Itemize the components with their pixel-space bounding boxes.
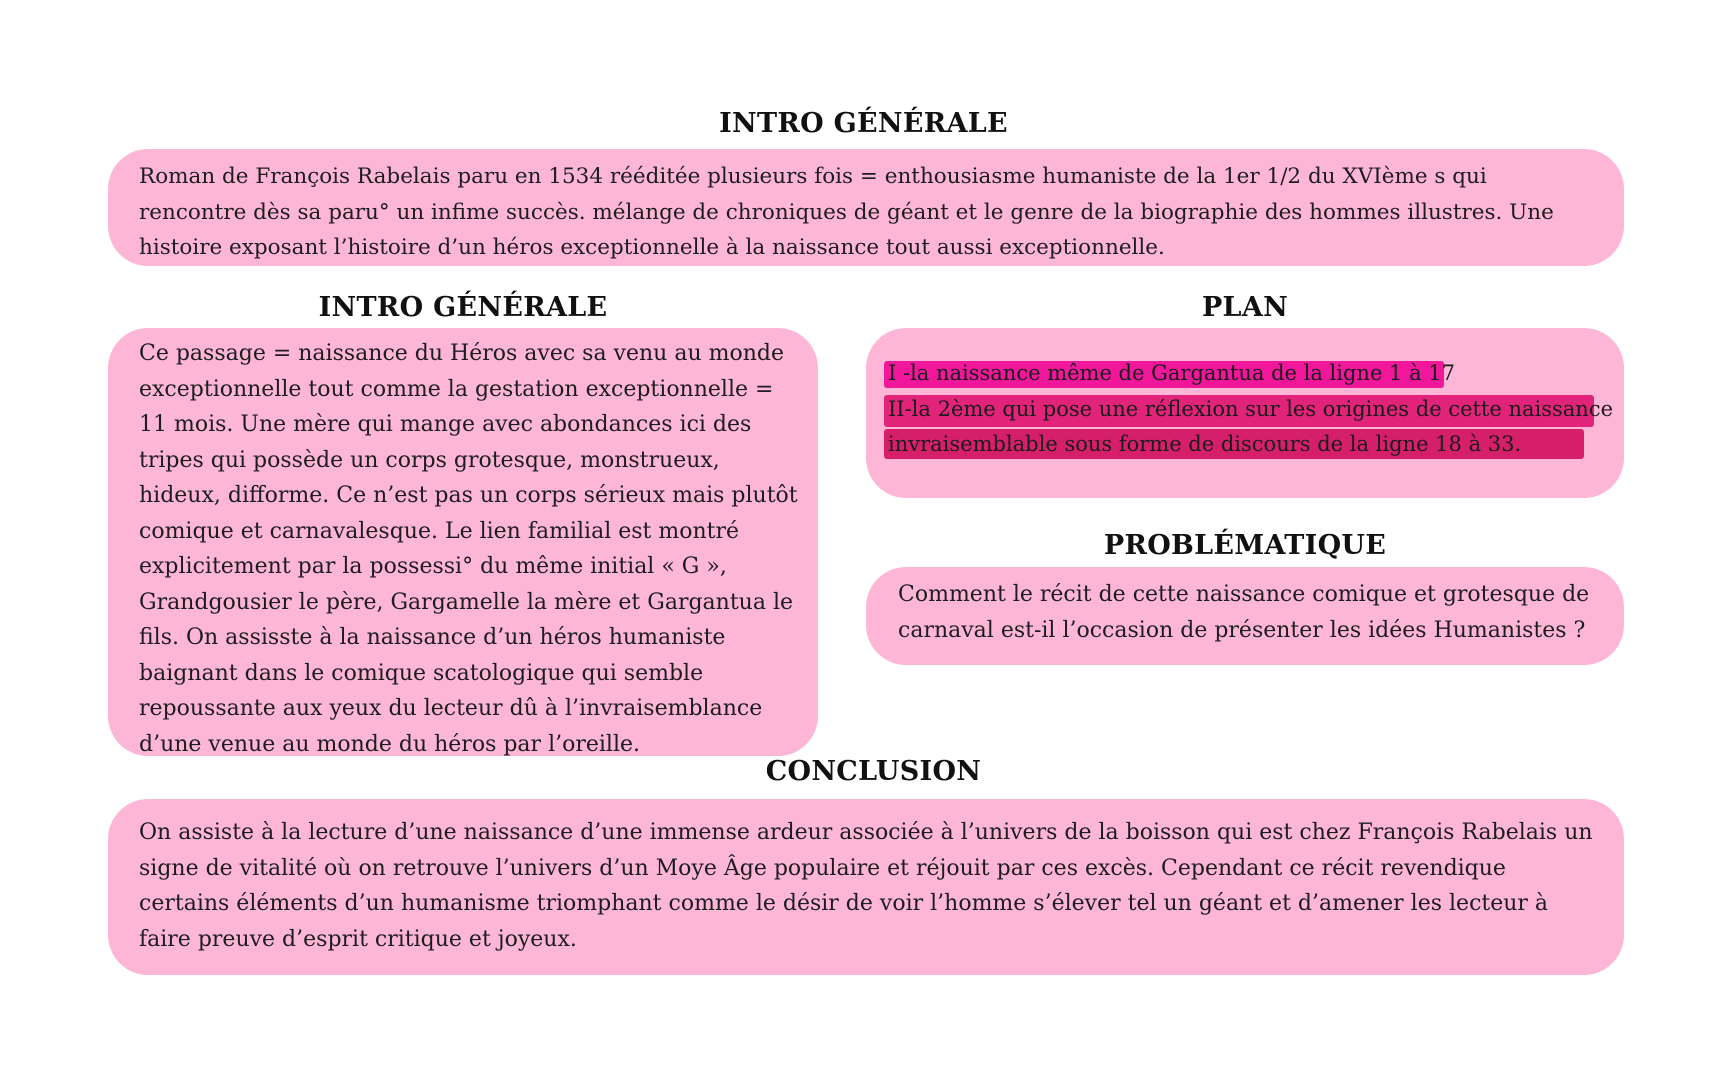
intro-top-text: Roman de François Rabelais paru en 1534 rééditée plusieurs fois = enthousiasme humaniste de la 1er 1/2 du XVIème s qui rencontre dès sa paru° un infime succès. mélange de chroniques de géant et le genre de la biographie des hommes illustres. Une histoire exposant l’histoire d’un héros exceptionnelle à la naissance tout aussi exceptionnelle. [139, 164, 1554, 260]
intro-left-heading: INTRO GÉNÉRALE [318, 292, 608, 323]
problematique-heading: PROBLÉMATIQUE [1103, 530, 1387, 561]
problematique-box [866, 567, 1624, 665]
intro-left-text: Ce passage = naissance du Héros avec sa venu au monde exceptionnelle tout comme la gestation exceptionnelle = 11 mois. Une mère qui mange avec abondances ici des tripes qui possède un corps grotesque, monstrueux, hideux, difforme. Ce n’est pas un corps sérieux mais plutôt comique et carnavalesque. Le lien familial est montré explicitement par la possessi° du même initial « G », Grandgousier le père, Gargamelle la mère et Gargantua le fils. On assisste à la naissance d’un héros humaniste baignant dans le comique scatologique qui semble repoussante aux yeux du lecteur dû à l’invraisemblance d’une venue au monde du héros par l’oreille. [139, 341, 798, 757]
plan-line-1 [888, 356, 1604, 392]
problematique-text: Comment le récit de cette naissance comique et grotesque de carnaval est-il l’occasion de présenter les idées Humanistes ? [898, 582, 1590, 643]
intro-left-box [108, 328, 818, 756]
conclusion-text: On assiste à la lecture d’une naissance d’une immense ardeur associée à l’univers de la boisson qui est chez François Rabelais un signe de vitalité où on retrouve l’univers d’un Moye Âge populaire et réjouit par ces excès. Cependant ce récit revendique certains éléments d’un humanisme triomphant comme le désir de voir l’homme s’élever tel un géant et d’amener les lecteur à faire preuve d’esprit critique et joyeux. [139, 820, 1593, 952]
plan-line-2 [888, 392, 1614, 428]
conclusion-heading: CONCLUSION [765, 756, 982, 787]
plan-line-3-text: invraisemblable sous forme de discours de la ligne 18 à 33. [888, 432, 1522, 456]
intro-top-heading: INTRO GÉNÉRALE [719, 108, 1008, 139]
plan-line-2-text: II-la 2ème qui pose une réflexion sur les origines de cette naissance [888, 396, 1614, 421]
plan-line-3 [888, 427, 1604, 463]
intro-top-box [108, 149, 1624, 266]
plan-box [866, 328, 1624, 498]
plan-heading: PLAN [1201, 292, 1289, 323]
plan-line-1-text: I -la naissance même de Gargantua de la ligne 1 à 17 [888, 361, 1455, 385]
conclusion-box [108, 799, 1624, 975]
